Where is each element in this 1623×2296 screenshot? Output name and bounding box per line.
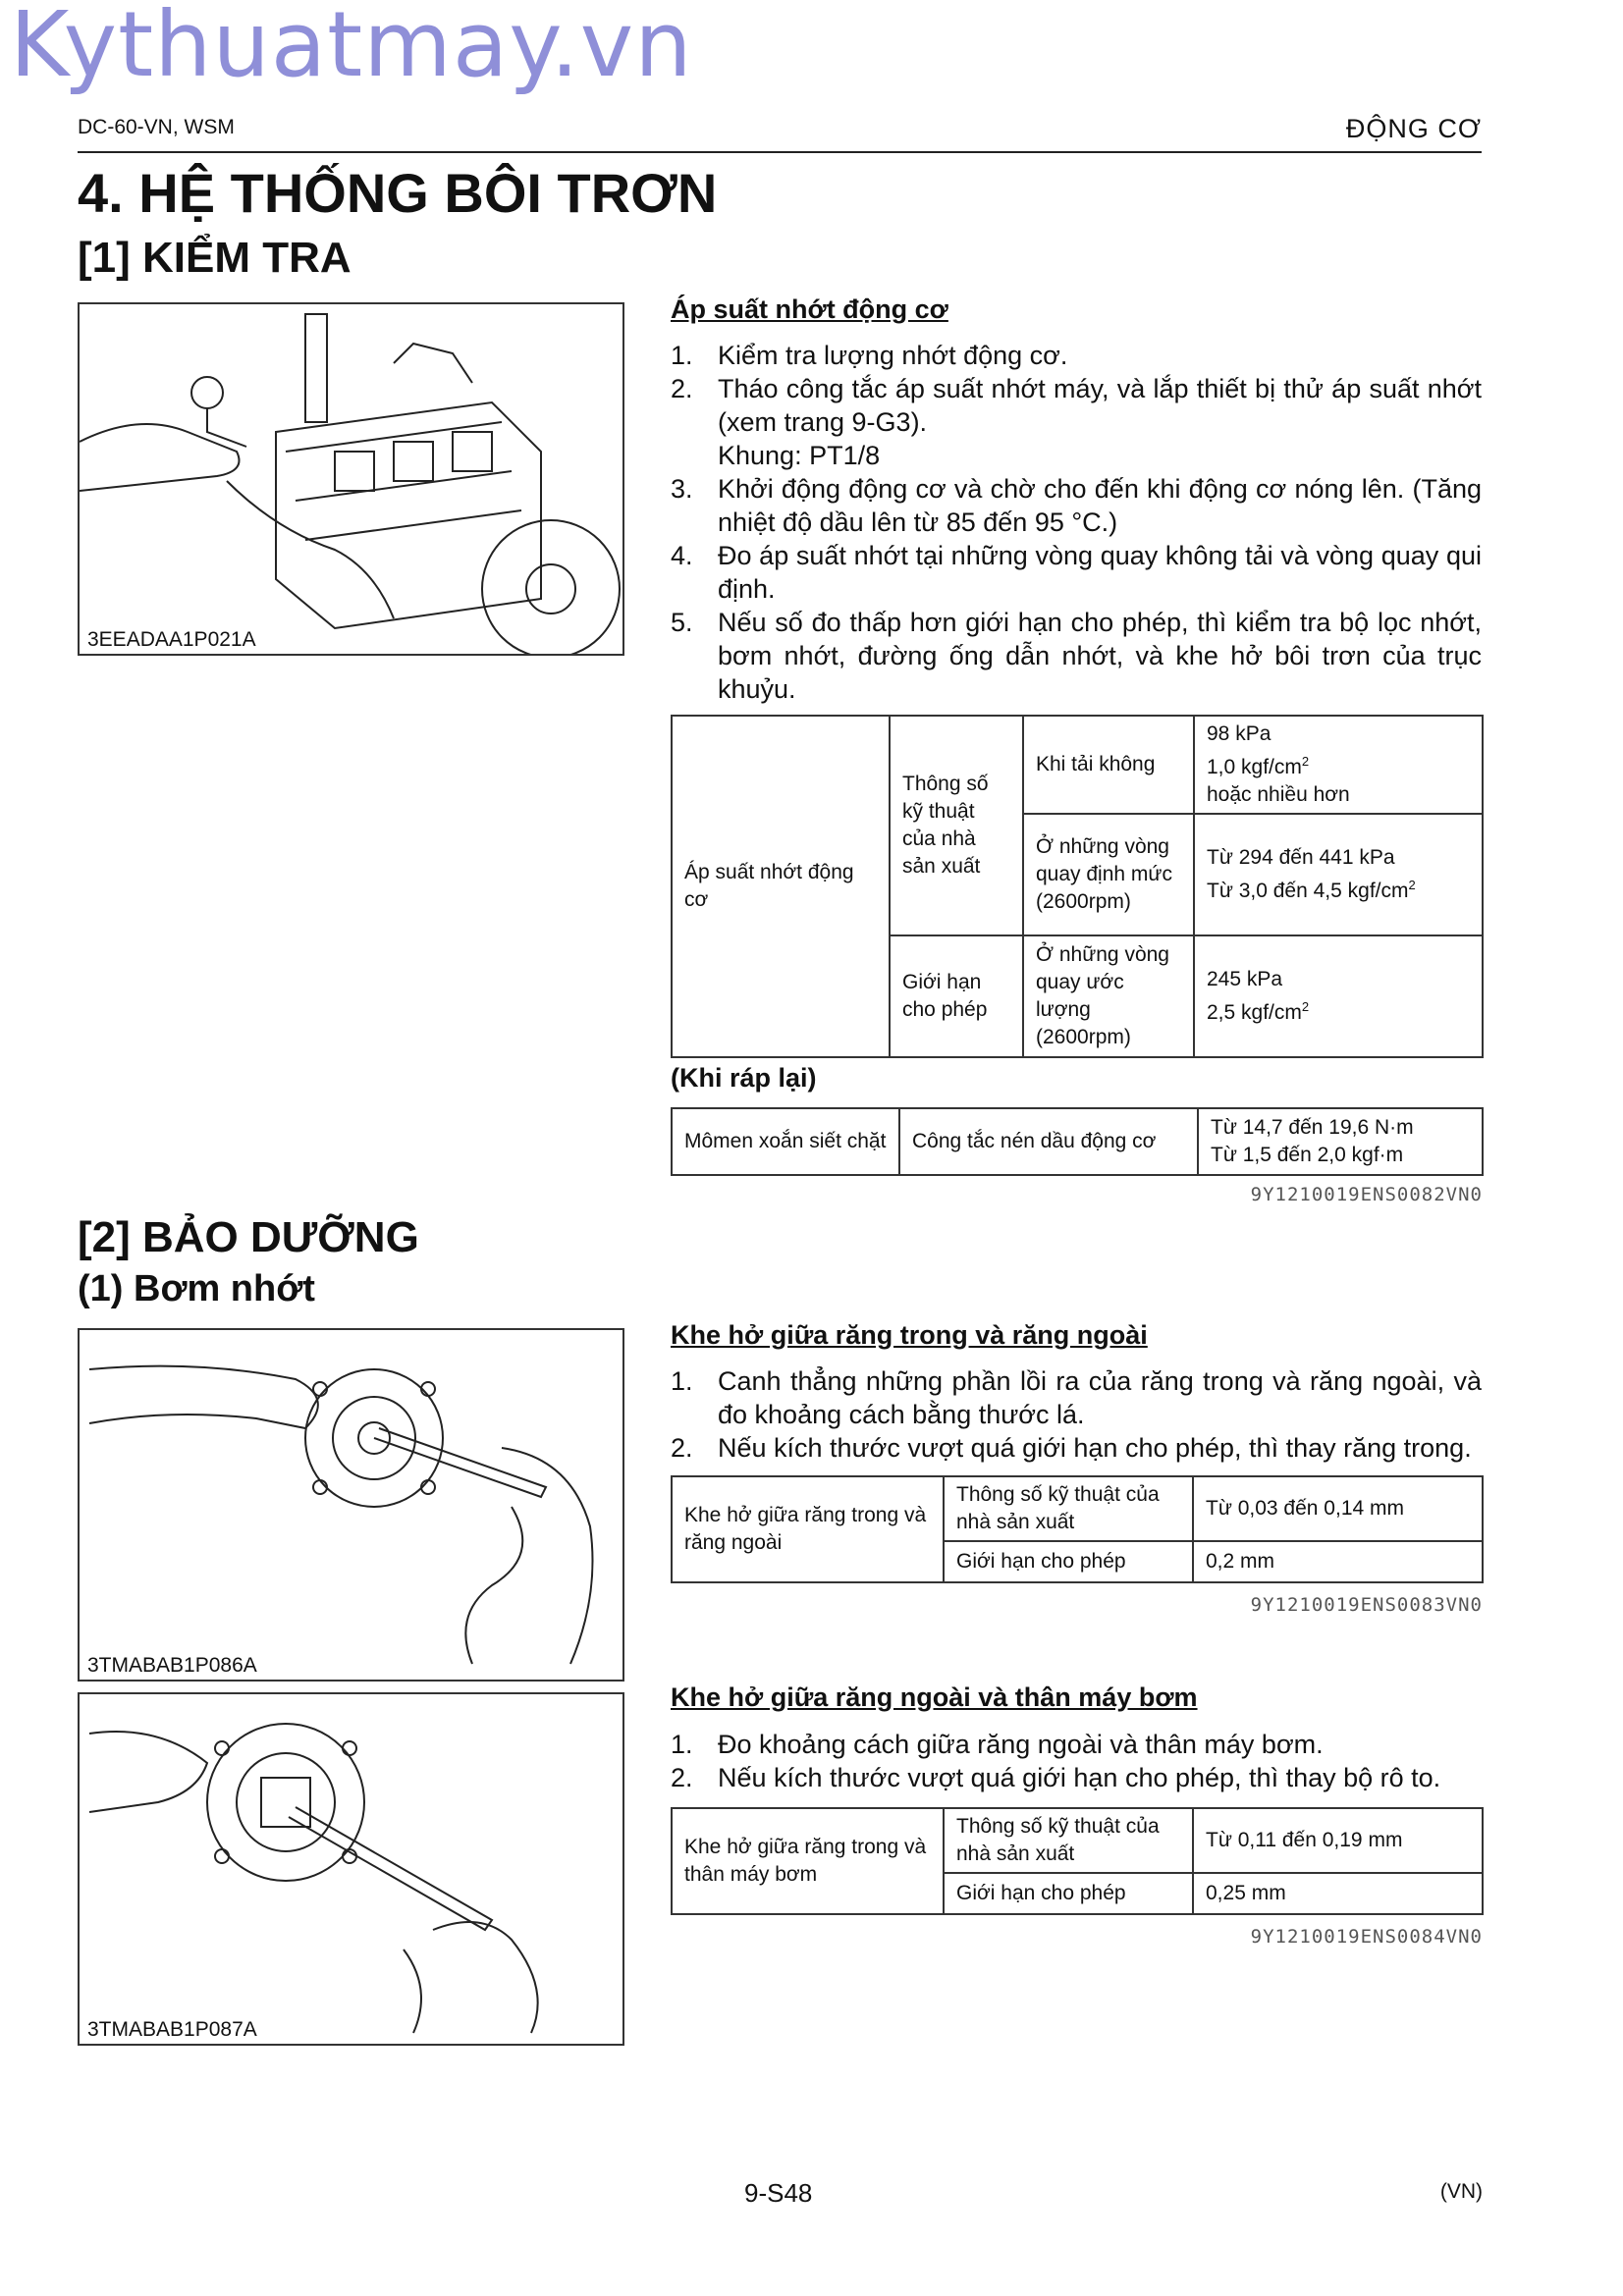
section-heading-inspection: [1] KIỂM TRA xyxy=(78,234,352,282)
table-cell-spec-label: Thông số kỹ thuật của nhà sản xuất xyxy=(890,716,1023,935)
table-cell-limit-value: 0,25 mm xyxy=(1193,1873,1483,1914)
document-code: 9Y1210019ENS0082VN0 xyxy=(1250,1184,1483,1205)
table-cell-rated-value: Từ 294 đến 441 kPa Từ 3,0 đến 4,5 kgf/$cm^2$ xyxy=(1194,814,1483,935)
inner-outer-rotor-steps xyxy=(671,1364,1482,1465)
table-cell-item: Khe hở giữa răng trong và thân máy bơm xyxy=(672,1808,944,1914)
engine-oil-pressure-figure xyxy=(78,302,624,656)
header-doc-id: DC-60-VN, WSM xyxy=(78,116,235,138)
list-item: 4. Đo áp suất nhớt tại những vòng quay không tải và vòng quay qui định. xyxy=(671,541,1482,604)
list-item: 3. Khởi động động cơ và chờ cho đến khi động cơ nóng lên. (Tăng nhiệt độ dầu lên từ 85 đến 95 °C.) xyxy=(671,474,1482,537)
inner-outer-rotor-table xyxy=(671,1475,1484,1583)
subsection-heading-oil-pump: (1) Bơm nhớt xyxy=(78,1268,315,1309)
table-cell-item: Khe hở giữa răng trong và răng ngoài xyxy=(672,1476,944,1582)
figure-caption: 3TMABAB1P087A xyxy=(87,2018,257,2041)
figure-caption: 3EEADAA1P021A xyxy=(87,628,256,651)
outer-rotor-body-heading: Khe hở giữa răng ngoài và thân máy bơm xyxy=(671,1682,1198,1712)
list-item: 5. Nếu số đo thấp hơn giới hạn cho phép, thì kiểm tra bộ lọc nhớt, bơm nhớt, đường ống dẫn nhớt, và khe hở bôi trơn của trục khuỷu. xyxy=(671,608,1482,704)
pump-body-measure-illustration xyxy=(80,1694,622,2044)
table-cell-torque-value: Từ 14,7 đến 19,6 N·m Từ 1,5 đến 2,0 kgf·m xyxy=(1198,1108,1483,1175)
header-rule xyxy=(78,151,1482,153)
table-cell-spec-label: Thông số kỹ thuật của nhà sản xuất xyxy=(944,1808,1193,1873)
outer-rotor-body-table xyxy=(671,1807,1484,1915)
table-cell-limit-label: Giới hạn cho phép xyxy=(890,935,1023,1057)
torque-table xyxy=(671,1107,1484,1176)
pump-measure-illustration xyxy=(80,1330,622,1680)
watermark: Kythuatmay.vn xyxy=(10,0,693,97)
table-cell-spec-label: Thông số kỹ thuật của nhà sản xuất xyxy=(944,1476,1193,1541)
list-item: Khung: PT1/8 xyxy=(718,441,881,470)
table-cell-limit-cond: Ở những vòng quay ước lượng (2600rpm) xyxy=(1023,935,1194,1057)
list-item: 2. Tháo công tắc áp suất nhớt máy, và lắp thiết bị thử áp suất nhớt (xem trang 9-G3). xyxy=(671,374,1482,437)
feeler-gauge-inner-rotor-figure xyxy=(78,1328,624,1682)
section-heading-maintenance: [2] BẢO DƯỠNG xyxy=(78,1213,419,1261)
table-cell-limit-value: 245 kPa 2,5 kgf/$cm^2$ xyxy=(1194,935,1483,1057)
document-code: 9Y1210019ENS0083VN0 xyxy=(1250,1594,1483,1616)
table-cell-item: Áp suất nhớt động cơ xyxy=(672,716,890,1057)
reassembly-heading: (Khi ráp lại) xyxy=(671,1063,817,1093)
table-cell-spec-value: Từ 0,03 đến 0,14 mm xyxy=(1193,1476,1483,1541)
page-title: 4. HỆ THỐNG BÔI TRƠN xyxy=(78,162,718,224)
oil-pressure-steps xyxy=(671,339,1482,706)
list-item: 1. Kiểm tra lượng nhớt động cơ. xyxy=(671,341,1068,370)
table-cell-limit-value: 0,2 mm xyxy=(1193,1541,1483,1582)
page-number: 9-S48 xyxy=(744,2178,813,2208)
list-item: 2. Nếu kích thước vượt quá giới hạn cho phép, thì thay răng trong. xyxy=(671,1433,1472,1463)
table-cell-limit-label: Giới hạn cho phép xyxy=(944,1541,1193,1582)
engine-illustration xyxy=(80,304,622,654)
footer-language: (VN) xyxy=(1439,2180,1483,2203)
table-cell-torque-label: Mômen xoắn siết chặt xyxy=(672,1108,899,1175)
feeler-gauge-pump-body-figure xyxy=(78,1692,624,2046)
oil-pressure-heading: Áp suất nhớt động cơ xyxy=(671,294,948,324)
table-cell-idle-value: 98 kPa 1,0 kgf/$cm^2$ hoặc nhiều hơn xyxy=(1194,716,1483,814)
list-item: 1. Đo khoảng cách giữa răng ngoài và thân máy bơm. xyxy=(671,1730,1324,1759)
table-cell-rated-label: Ở những vòng quay định mức (2600rpm) xyxy=(1023,814,1194,935)
table-cell-spec-value: Từ 0,11 đến 0,19 mm xyxy=(1193,1808,1483,1873)
inner-outer-rotor-heading: Khe hở giữa răng trong và răng ngoài xyxy=(671,1320,1148,1350)
oil-pressure-spec-table xyxy=(671,715,1484,1058)
document-code: 9Y1210019ENS0084VN0 xyxy=(1250,1926,1483,1948)
header-chapter: ĐỘNG CƠ xyxy=(1345,114,1482,143)
list-item: 1. Canh thẳng những phần lồi ra của răng trong và răng ngoài, và đo khoảng cách bằng thước lá. xyxy=(671,1366,1482,1429)
figure-caption: 3TMABAB1P086A xyxy=(87,1654,257,1677)
table-cell-limit-label: Giới hạn cho phép xyxy=(944,1873,1193,1914)
outer-rotor-body-steps xyxy=(671,1728,1482,1794)
table-cell-torque-item: Công tắc nén dầu động cơ xyxy=(899,1108,1198,1175)
table-cell-idle-label: Khi tải không xyxy=(1023,716,1194,814)
list-item: 2. Nếu kích thước vượt quá giới hạn cho phép, thì thay bộ rô to. xyxy=(671,1763,1441,1792)
